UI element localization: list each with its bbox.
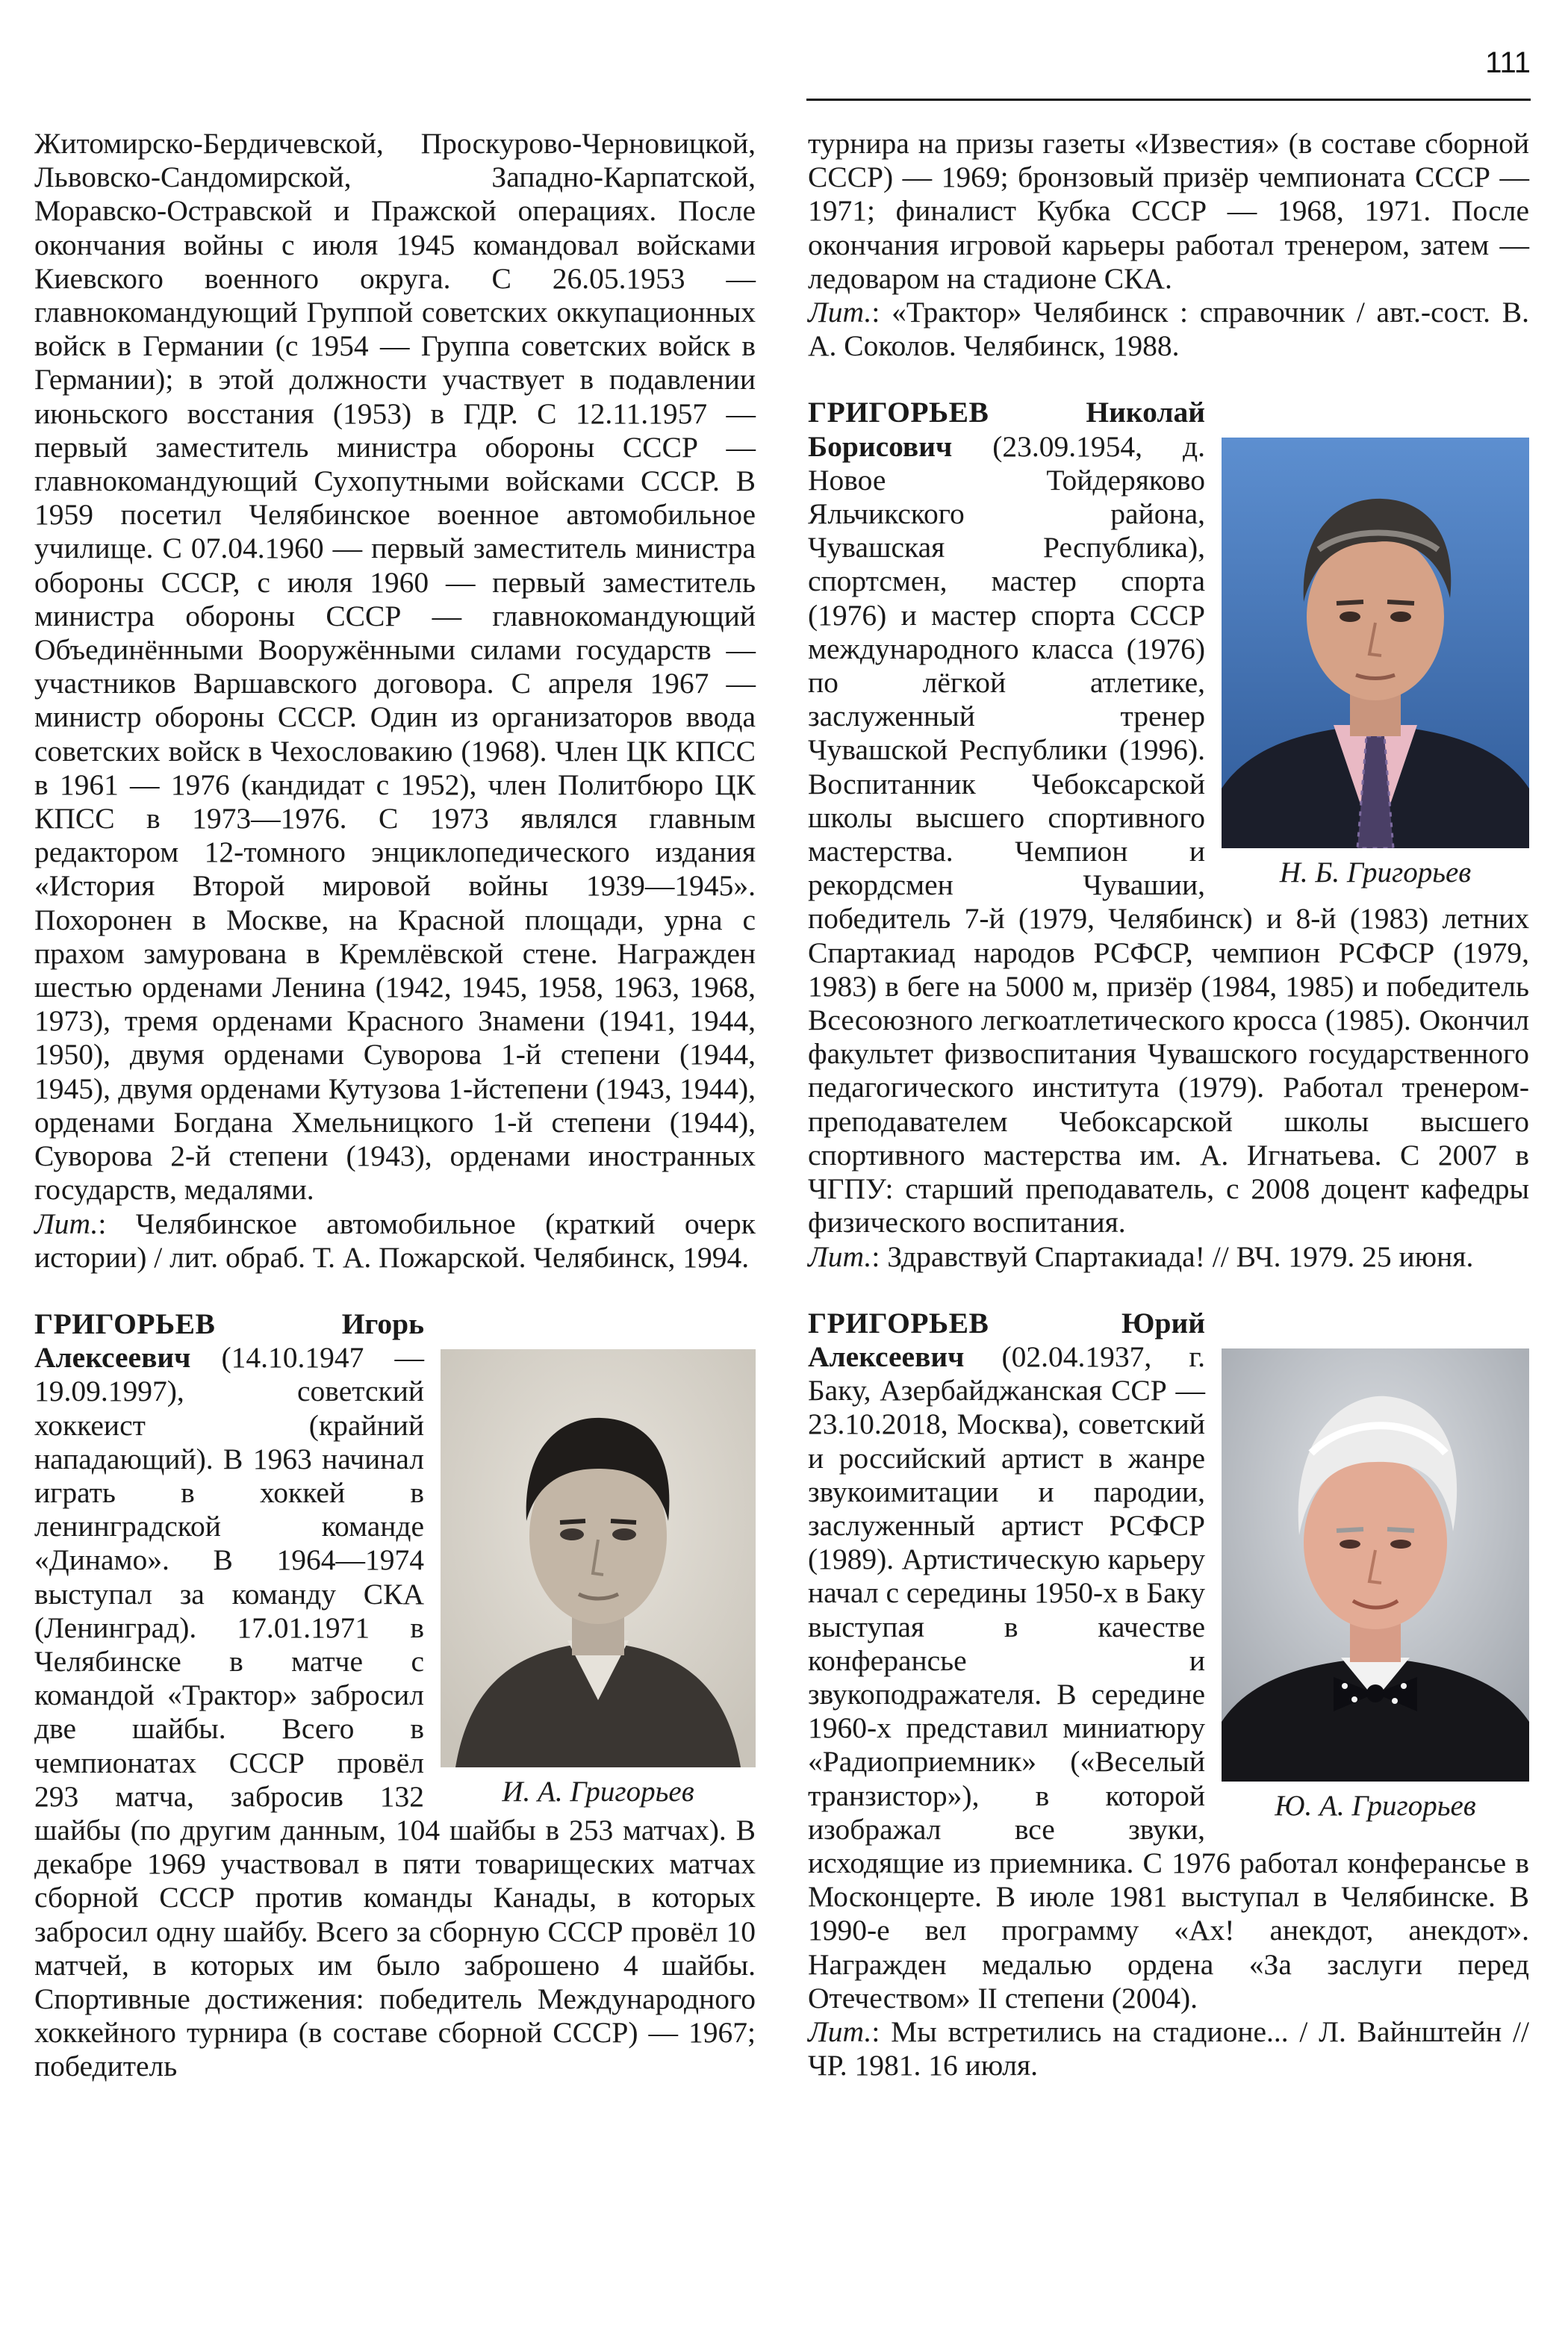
- entry-given-name: Игорь Алексеевич: [34, 1307, 424, 1375]
- entry-igor-continuation: [808, 127, 1529, 296]
- header-rule: [806, 99, 1531, 101]
- entry-nikolai-grigoriev: [808, 396, 1529, 1239]
- lit-text: : Здравствуй Спартакиада! // ВЧ. 1979. 25 июня.: [871, 1239, 1474, 1273]
- lit-label: Лит.: [34, 1207, 99, 1240]
- right-column: [808, 127, 1529, 2082]
- lit-text: : «Трактор» Челябинск : справочник / авт.-сост. В. А. Соколов. Челябинск, 1988.: [808, 296, 1529, 363]
- entry-text: (23.09.1954, д. Новое Тойдеряково Яльчикского района, Чувашская Республика), спортсмен, мастер спорта (1976) и мастер спорта СССР международного класса (1976) по лёгкой атлетике, заслуженный тренер Чувашской Республики (1996). Воспитанник Чебоксарской школы высшего спортивного мастерства. Чемпион и рекордсмен Чувашии, победитель 7-й (1979, Челябинск) и 8-й (1983) летних Спартакиад народов РСФСР, чемпион РСФСР (1979, 1983) в беге на 5000 м, призёр (1984, 1985) и победитель Всесоюзного легкоатлетического кросса (1985). Окончил факультет физвоспитания Чувашского государственного педагогического института (1979). Работал тренером-преподавателем Чебоксарской школы высшего спортивного мастерства им. А. Игнатьева. С 2007 в ЧГПУ: старший преподаватель, с 2008 доцент кафедры физического воспитания.: [808, 429, 1529, 1239]
- entry-given-name: Николай Борисович: [808, 396, 1205, 463]
- photo-block-yuri: [1222, 1348, 1529, 1823]
- entry-text: (02.04.1937, г. Баку, Азербайджанская ССР — 23.10.2018, Москва), советский и российский артист в жанре звукоимитации и пародии, заслуженный артист РСФСР (1989). Артистическую карьеру начал с середины 1950-х в Баку выступая в качестве конферансье и звукоподражателя. В середине 1960-х представил миниатюру «Радиоприемник» («Веселый транзистор»), в которой изображал все звуки, исходящие из приемника. С 1976 работал конферансье в Москонцерте. В июле 1981 выступал в Челябинске. В 1990-е вел программу «Ах! анекдот, анекдот». Награжден медалью ордена «За заслуги перед Отечеством» II степени (2004).: [808, 1340, 1529, 2015]
- entry-yuri-grigoriev: [808, 1307, 1529, 2015]
- lit-label: Лит.: [808, 296, 872, 329]
- entry-given-name: Юрий Алексеевич: [808, 1306, 1205, 1373]
- entry-text: Житомирско-Бердичевской, Проскурово-Черновицкой, Львовско-Сандомирской, Западно-Карпатской, Моравско-Остравской и Пражской операциях. После окончания войны с июля 1945 командовал войсками Киевского военного округа. С 26.05.1953 — главнокомандующий Группой советских оккупационных войск в Германии (с 1954 — Группа советских войск в Германии); в этой должности участвует в подавлении июньского восстания (1953) в ГДР. С 12.11.1957 — первый заместитель министра обороны СССР — главнокомандующий Сухопутными войсками СССР. В 1959 посетил Челябинское военное автомобильное училище. С 07.04.1960 — первый заместитель министра обороны СССР, с июля 1960 — первый заместитель министра обороны СССР — главнокомандующий Объединёнными Вооружёнными силами государств — участников Варшавского договора. С апреля 1967 — министр обороны СССР. Один из организаторов ввода советских войск в Чехословакию (1968). Член ЦК КПСС в 1961 — 1976 (кандидат с 1952), член Политбюро ЦК КПСС в 1973—1976. С 1973 являлся главным редактором 12-томного энциклопедического издания «История Второй мировой войны 1939—1945». Похоронен в Москве, на Красной площади, урна с прахом замурована в Кремлёвской стене. Награжден шестью орденами Ленина (1942, 1945, 1958, 1963, 1968, 1973), тремя орденами Красного Знамени (1941, 1944, 1950), двумя орденами Суворова 1-й степени (1944, 1945), двумя орденами Кутузова 1-йстепени (1943, 1944), орденами Богдана Хмельницкого 1-й степени (1944), Суворова 2-й степени (1943), орденами иностранных государств, медалями.: [34, 127, 756, 1207]
- lit-label: Лит.: [808, 2015, 872, 2048]
- entry-literature: [808, 1240, 1529, 1274]
- lit-text: : Мы встретились на стадионе... / Л. Вайнштейн // ЧР. 1981. 16 июля.: [808, 2015, 1529, 2082]
- portrait-nikolai-image: [1222, 438, 1529, 848]
- entry-text: турнира на призы газеты «Известия» (в составе сборной СССР) — 1969; бронзовый призёр чемпионата СССР — 1971; финалист Кубка СССР — 1968, 1971. После окончания игровой карьеры работал тренером, затем — ледоваром на стадионе СКА.: [808, 127, 1529, 295]
- photo-caption-nikolai: Н. Б. Григорьев: [1279, 856, 1472, 889]
- entry-literature: [808, 2015, 1529, 2082]
- photo-caption-yuri: Ю. А. Григорьев: [1275, 1789, 1476, 1822]
- entry-surname: ГРИГОРЬЕВ: [808, 1306, 989, 1340]
- portrait-photo-yuri: [1222, 1348, 1529, 1782]
- portrait-igor-image: [441, 1349, 756, 1767]
- lit-label: Лит.: [808, 1239, 872, 1273]
- entry-igor-grigoriev: [34, 1307, 756, 2084]
- entry-surname: ГРИГОРЬЕВ: [808, 396, 989, 429]
- page-number: 111: [1485, 46, 1531, 79]
- entry-surname: ГРИГОРЬЕВ: [34, 1307, 216, 1340]
- entry-literature: [808, 296, 1529, 363]
- photo-block-nikolai: [1222, 438, 1529, 889]
- portrait-photo-nikolai: [1222, 438, 1529, 848]
- entry-text: (14.10.1947 — 19.09.1997), советский хоккеист (крайний нападающий). В 1963 начинал играть в хоккей в ленинградской команде «Динамо». В 1964—1974 выступал за команду СКА (Ленинград). 17.01.1971 в Челябинске в матче с командой «Трактор» забросил две шайбы. Всего в чемпионатах СССР провёл 293 матча, забросив 132 шайбы (по другим данным, 104 шайбы в 253 матчах). В декабре 1969 участвовал в пяти товарищеских матчах сборной СССР против команды Канады, в которых забросил одну шайбу. Всего за сборную СССР провёл 10 матчей, в которых им было заброшено 4 шайбы. Спортивные достижения: победитель Международного хоккейного турнира (в составе сборной СССР) — 1967; победитель: [34, 1341, 756, 2083]
- left-column: [34, 127, 756, 2084]
- lit-text: : Челябинское автомобильное (краткий очерк истории) / лит. обраб. Т. А. Пожарской. Челябинск, 1994.: [34, 1207, 756, 1274]
- photo-caption-igor: И. А. Григорьев: [502, 1775, 694, 1808]
- photo-block-igor: [441, 1349, 756, 1808]
- portrait-yuri-image: [1222, 1348, 1529, 1782]
- portrait-photo-igor: [441, 1349, 756, 1767]
- entry-marshal-continuation: [34, 127, 756, 1207]
- entry-literature: [34, 1207, 756, 1275]
